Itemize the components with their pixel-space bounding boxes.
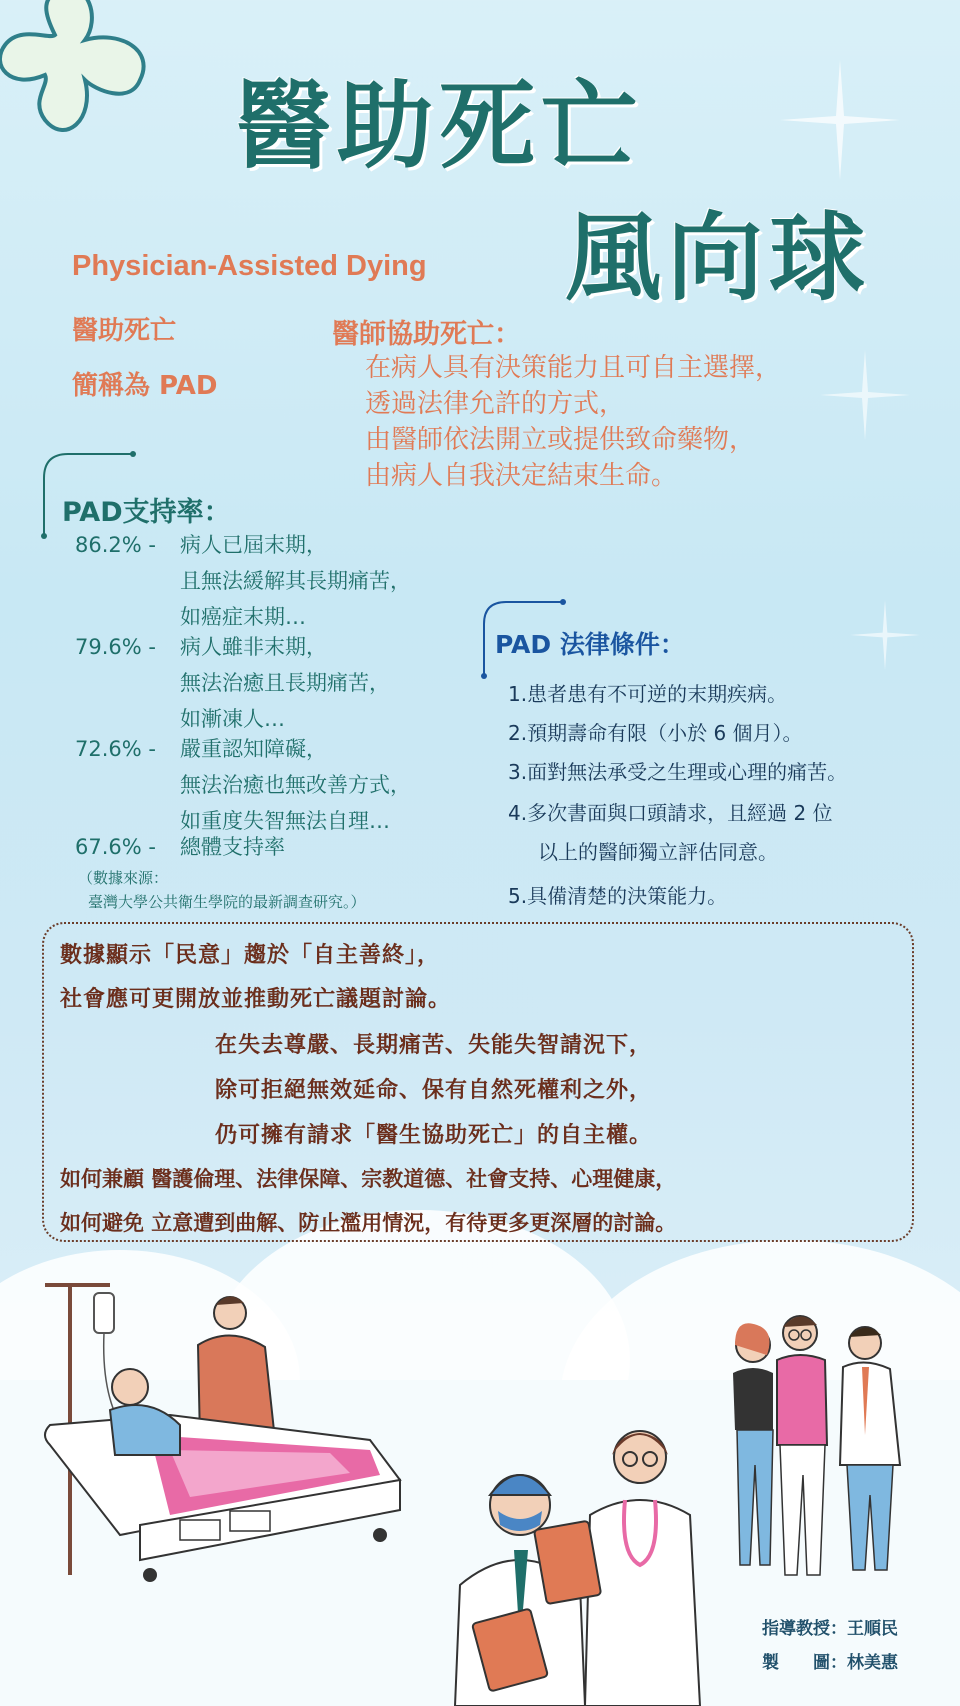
support-desc-line: 總體支持率 (180, 835, 285, 859)
conclusion-line: 除可拒絕無效延命、保有自然死權利之外， (215, 1078, 653, 1103)
conclusion-line: 如何兼顧 醫護倫理、法律保障、宗教道德、社會支持、心理健康， (60, 1167, 677, 1191)
conclusion-line: 仍可擁有請求「醫生協助死亡」的自主權。 (215, 1123, 653, 1148)
support-item (75, 829, 285, 865)
definition-line: 由醫師依法開立或提供致命藥物， (365, 425, 756, 455)
support-item (75, 527, 411, 635)
definition-line: 透過法律允許的方式， (365, 389, 626, 419)
sparkle-decoration (780, 60, 900, 180)
law-item: 1.患者患有不可逆的末期疾病。 (508, 682, 788, 706)
title-line-2: 風向球 (565, 202, 871, 314)
conclusion-line: 如何避免 立意遭到曲解、防止濫用情況，有待更多更深層的討論。 (60, 1211, 677, 1235)
decorative-blob-shape (0, 0, 160, 150)
support-desc-line: 無法治癒也無改善方式， (180, 773, 411, 797)
definition-title: 醫師協助死亡： (332, 319, 521, 350)
hospital-bed-illustration (30, 1275, 430, 1595)
support-percent: 72.6% - (75, 737, 156, 761)
support-item (75, 731, 411, 839)
intro-term: 醫助死亡 (72, 316, 177, 346)
intro-abbreviation: 簡稱為 PAD (72, 371, 218, 401)
doctors-illustration (410, 1415, 740, 1706)
law-heading: PAD 法律條件： (495, 630, 685, 659)
support-desc-line: 病人已屆末期， (180, 533, 327, 557)
conclusion-line: 數據顯示「民意」趨於「自主善終」， (60, 943, 441, 968)
data-source-note (78, 866, 366, 914)
definition-line: 在病人具有決策能力且可自主選擇， (365, 353, 782, 383)
source-line: 臺灣大學公共衛生學院的最新調查研究。） (88, 893, 366, 911)
support-heading: PAD支持率： (62, 497, 231, 528)
source-line: （數據來源： (78, 869, 169, 887)
conclusion-line: 社會應可更開放並推動死亡議題討論。 (60, 987, 452, 1012)
support-percent: 67.6% - (75, 835, 156, 859)
title-line-1: 醫助死亡 (235, 70, 643, 182)
support-desc-line: 如癌症末期… (180, 605, 306, 629)
sparkle-decoration (820, 350, 910, 440)
support-desc-line: 如漸凍人… (180, 707, 285, 731)
english-term: Physician-Assisted Dying (72, 250, 427, 282)
law-item: 3.面對無法承受之生理或心理的痛苦。 (508, 760, 848, 784)
support-desc-line: 如重度失智無法自理… (180, 809, 390, 833)
law-item: 5.具備清楚的決策能力。 (508, 884, 728, 908)
law-item: 4.多次書面與口頭請求，且經過 2 位 (508, 801, 833, 825)
support-desc-line: 嚴重認知障礙， (180, 737, 327, 761)
support-desc-line: 且無法緩解其長期痛苦， (180, 569, 411, 593)
law-item: 以上的醫師獨立評估同意。 (538, 840, 778, 864)
people-group-illustration (715, 1305, 915, 1585)
sparkle-decoration (850, 600, 920, 670)
law-item: 2.預期壽命有限（小於 6 個月）。 (508, 721, 803, 745)
maker-credit: 製 圖：林美惠 (762, 1653, 898, 1673)
definition-line: 由病人自我決定結束生命。 (365, 461, 678, 491)
support-percent: 79.6% - (75, 635, 156, 659)
advisor-credit: 指導教授：王順民 (762, 1619, 898, 1639)
definition-text (365, 350, 781, 494)
support-desc-line: 病人雖非末期， (180, 635, 327, 659)
support-percent: 86.2% - (75, 533, 156, 557)
conclusion-line: 在失去尊嚴、長期痛苦、失能失智請況下， (215, 1033, 653, 1058)
support-desc-line: 無法治癒且長期痛苦， (180, 671, 390, 695)
support-item (75, 629, 390, 737)
